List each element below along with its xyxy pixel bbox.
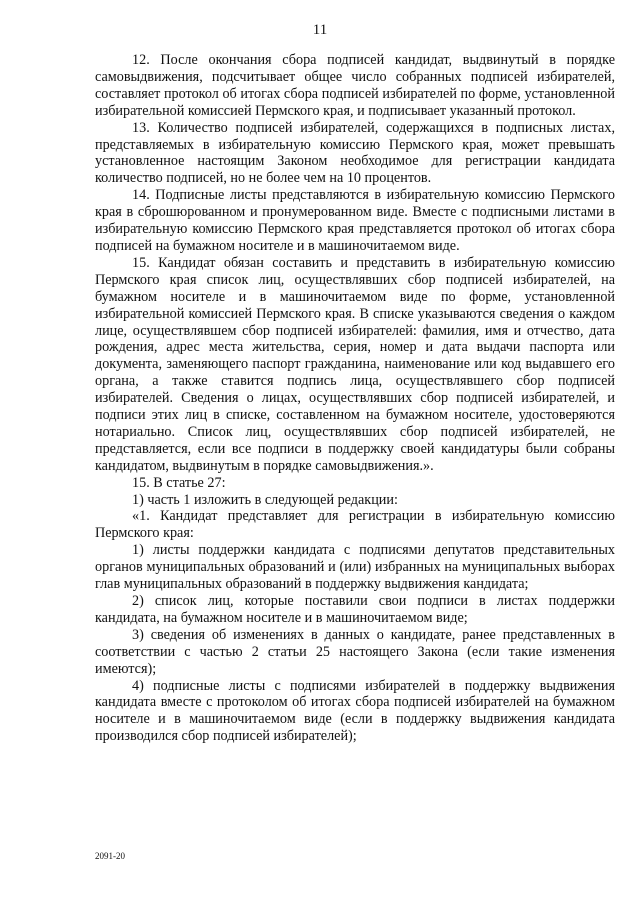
amendment-part-1: 1) часть 1 изложить в следующей редакции: bbox=[132, 491, 398, 508]
document-body bbox=[95, 52, 615, 745]
paragraph-13: 13. Количество подписей избирателей, содержащихся в подписных листах, представляемых в избирательную комиссию Пермского края, может превышать установленное настоящим Законом необходимое для регистрации кандидата количество подписей, но не более чем на 10 процентов. bbox=[95, 119, 615, 187]
page-number: 11 bbox=[312, 22, 328, 38]
paragraph-14: 14. Подписные листы представляются в избирательную комиссию Пермского края в сброшюрованном и пронумерованном виде. Вместе с подписными листами в избирательную комиссию Пермского края представляется протокол об итогах сбора подписей на бумажном носителе и в машиночитаемом виде. bbox=[95, 187, 615, 254]
amendment-article-27: 15. В статье 27: bbox=[132, 474, 226, 491]
list-item-1: 1) листы поддержки кандидата с подписями депутатов представительных органов муниципальных образований и (или) избранных на муниципальных выборах глав муниципальных образований в поддержку выдвижения кандидата; bbox=[95, 542, 615, 593]
list-item-3: 3) сведения об изменениях в данных о кандидате, ранее представленных в соответствии с частью 2 статьи 25 настоящего Закона (если такие изменения имеются); bbox=[95, 626, 615, 677]
document-code: 2091-20 bbox=[95, 851, 125, 861]
list-item-4: 4) подписные листы с подписями избирателей в поддержку выдвижения кандидата вместе с протоколом об итогах сбора подписей избирателей на бумажном носителе и в машиночитаемом виде (если в поддержку выдвижения кандидата производился сбор подписей избирателей); bbox=[95, 677, 615, 745]
list-item-2: 2) список лиц, которые поставили свои подписи в листах поддержки кандидата, на бумажном носителе и в машиночитаемом виде; bbox=[95, 593, 615, 626]
paragraph-12: 12. После окончания сбора подписей кандидат, выдвинутый в порядке самовыдвижения, подсчитывает общее число собранных подписей избирателей, составляет протокол об итогах сбора подписей избирателей по форме, установленной избирательной комиссией Пермского края, и подписывает указанный протокол. bbox=[95, 52, 615, 119]
new-part-1-intro: «1. Кандидат представляет для регистрации в избирательную комиссию Пермского края: bbox=[95, 508, 615, 542]
paragraph-15: 15. Кандидат обязан составить и представить в избирательную комиссию Пермского края список лиц, осуществлявших сбор подписей избирателей, на бумажном носителе и в машиночитаемом виде по форме, установленной избирательной комиссией Пермского края. В списке указываются сведения о каждом лице, осуществлявшем сбор подписей избирателей: фамилия, имя и отчество, дата рождения, адрес места жительства, серия, номер и дата выдачи паспорта или документа, заменяющего паспорт гражданина, наименование или код выдавшего его органа, а также ставится подпись лица, осуществлявшего сбор подписей избирателей. Сведения о лицах, осуществлявших сбор подписей избирателей, и подписи этих лиц в списке, составленном на бумажном носителе, удостоверяются нотариально. Список лиц, осуществлявших сбор подписей избирателей, не представляется, если все подписи в поддержку своей кандидатуры были собраны кандидатом, выдвинутым в порядке самовыдвижения.». bbox=[95, 254, 615, 474]
